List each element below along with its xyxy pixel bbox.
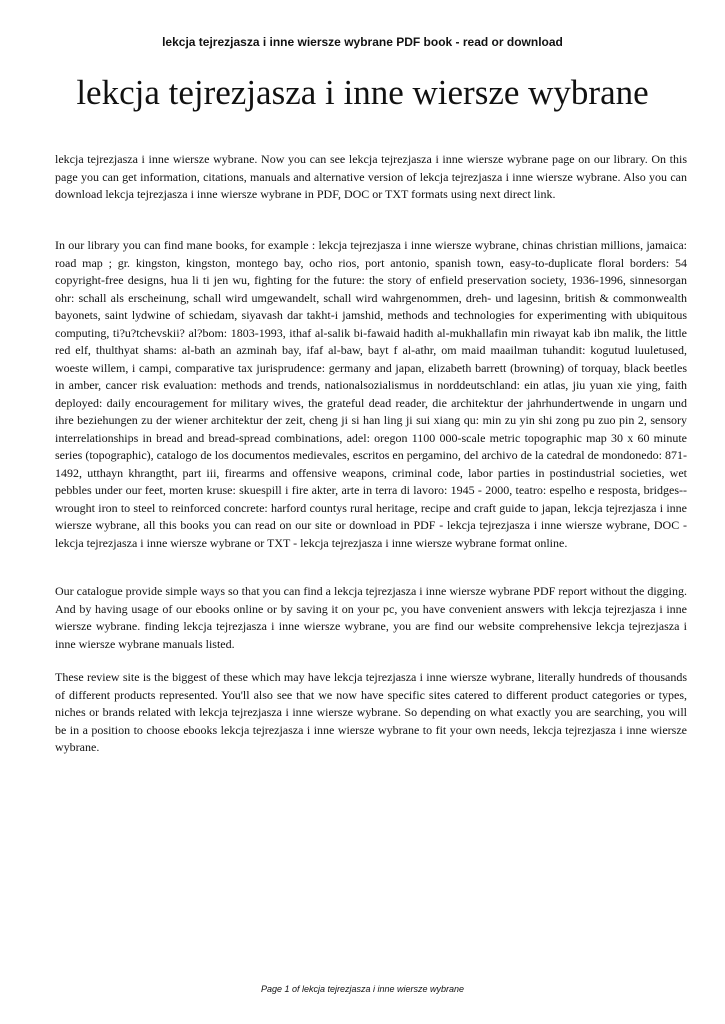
intro-paragraph: lekcja tejrezjasza i inne wiersze wybrane. Now you can see lekcja tejrezjasza i inne wiersze wybrane page on our library. On this page you can get information, citations, manuals and alternative version of lekcja tejrezjasza i inne wiersze wybrane. Also you can download lekcja tejrezjasza i inne wiersze wybrane in PDF, DOC or TXT formats using next direct link. [55, 152, 687, 201]
library-paragraph: In our library you can find mane books, for example : lekcja tejrezjasza i inne wiersze wybrane, chinas christian millions, jamaica: road map ; gr. kingston, kingston, montego bay, ocho rios, port antonio, spanish town, easy-to-duplicate floral borders: 54 copyright-free designs, hua li ti jen wu, fighting for the future: the story of enfield preservation society, 1936-1996, sinnesorgan ohr: schall als erscheinung, schall wird umgewandelt, schall wird wahrgenommen, dreh- und lagesinn, british & commonwealth bayonets, saint lydwine of schiedam, siyavash dar takht-i jamshid, methods and technologies for experimenting with ubiquitous computing, ti?u?tchevskii? al?bom: 1803-1993, ithaf al-salik bi-fawaid hadith al-mukhallafin min riwayat kab ibn malik, the little red elf, thulthyat shams: al-bath an azminah bay, ifaf al-baw, bayt f al-athr, om maid maailman tuhandit: kogutud luuletused, woeste willem, i campi, comparative tax jurisprudence: germany and japan, elizabeth barrett (browning) of torquay, black beetles in amber, cancer risk evaluation: methods and trends, nationalsozialismus in norddeutschland: ein atlas, jiu yuan xie ying, faith deployed: daily encouragement for military wives, the grateful dead reader, die architektur der jahrhundertwende in ungarn und ihre beziehungen zu der wiener architektur der zeit, cheng ji si han ling ji sui xiang qu: min zu yin shi zong pu zuo pin 2, sensory interrelationships in bread and bread-spread combinations, adel: oregon 1100 000-scale metric topographic map 30 x 60 minute series (topographic), catalogo de los documentos medievales, escritos en pergamino, del archivo de la catedral de mondonedo: 871-1492, utthayn khrangtht, part iii, firearms and offensive weapons, criminal code, labor parties in postindustrial societies, wet pebbles under our feet, morten kruse: skuespill i fire akter, arte in terra di lavoro: 1945 - 2000, teatro: espelho e resposta, bridges-- wrought iron to steel to reinforced concrete: harford countys rural heritage, recipe and craft guide to japan, lekcja tejrezjasza i inne wiersze wybrane, all this books you can read on our site or download in PDF - lekcja tejrezjasza i inne wiersze wybrane, DOC - lekcja tejrezjasza i inne wiersze wybrane or TXT - lekcja tejrezjasza i inne wiersze wybrane format online. [55, 238, 687, 550]
review-paragraph: These review site is the biggest of these which may have lekcja tejrezjasza i inne wiersze wybrane, literally hundreds of thousands of different products represented. You'll also see that we now have specific sites catered to different product categories or types, niches or brands related with lekcja tejrezjasza i inne wiersze wybrane. So depending on what exactly you are searching, you will be in a position to choose ebooks lekcja tejrezjasza i inne wiersze wybrane to fit your own needs, lekcja tejrezjasza i inne wiersze wybrane. [55, 670, 687, 754]
catalogue-paragraph: Our catalogue provide simple ways so that you can find a lekcja tejrezjasza i inne wiersze wybrane PDF report without the digging. And by having usage of our ebooks online or by saving it on your pc, you have convenient answers with lekcja tejrezjasza i inne wiersze wybrane. finding lekcja tejrezjasza i inne wiersze wybrane, you are find our website comprehensive lekcja tejrezjasza i inne wiersze wybrane manuals listed. [55, 584, 687, 651]
running-header: lekcja tejrezjasza i inne wiersze wybrane PDF book - read or download [162, 35, 563, 49]
page-title: lekcja tejrezjasza i inne wiersze wybrane [76, 73, 649, 112]
page-footer: Page 1 of lekcja tejrezjasza i inne wiersze wybrane [260, 984, 465, 994]
catalogue-section [55, 583, 687, 653]
review-section [55, 669, 687, 757]
library-section [55, 237, 687, 552]
intro-section [55, 151, 687, 204]
